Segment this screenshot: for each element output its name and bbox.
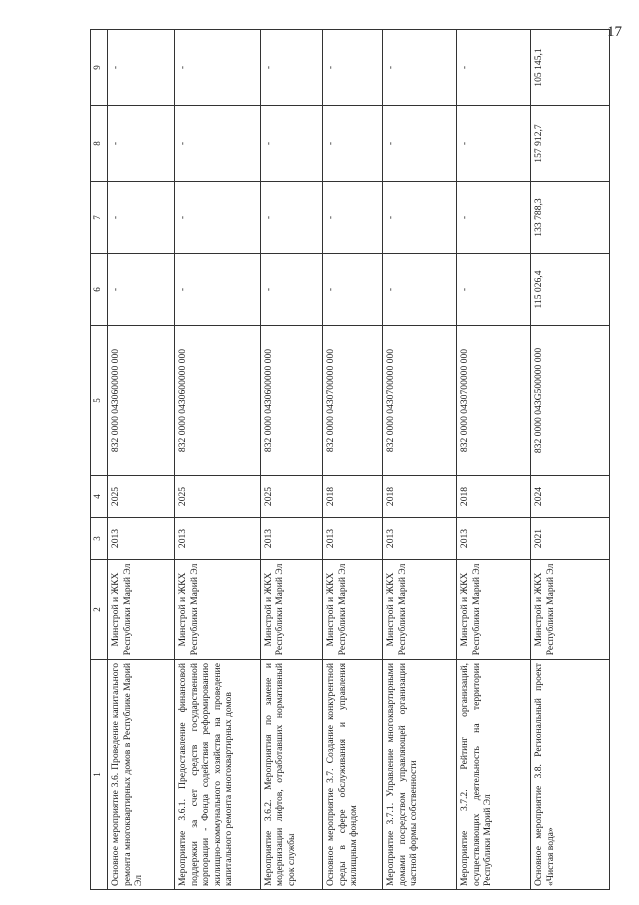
budget-code: 832 0000 0430600000 000 — [175, 326, 260, 476]
value-col8: - — [323, 106, 383, 182]
executor: Минстрой и ЖКХ Республики Марий Эл — [260, 560, 323, 660]
value-col7: - — [383, 182, 457, 254]
page-number: 17 — [607, 24, 622, 40]
end-year: 2018 — [383, 476, 457, 518]
end-year: 2018 — [457, 476, 531, 518]
activity-name: Мероприятие 3.7.1. Управление многоквартирными домами посредством управляющей организации частной формы собственности — [383, 660, 457, 890]
activity-name: Основное мероприятие 3.7. Создание конкурентной среды в сфере обслуживания и управления жилищным фондом — [323, 660, 383, 890]
value-col9: - — [383, 30, 457, 106]
table-row — [457, 30, 531, 890]
value-col6: - — [108, 254, 175, 326]
executor: Минстрой и ЖКХ Республики Марий Эл — [457, 560, 531, 660]
start-year: 2013 — [383, 518, 457, 560]
activity-name: Мероприятие 3.7.2. Рейтинг организаций, осуществляющих деятельность на территории Республики Марий Эл — [457, 660, 531, 890]
value-col9: - — [323, 30, 383, 106]
value-col6: - — [175, 254, 260, 326]
executor: Минстрой и ЖКХ Республики Марий Эл — [175, 560, 260, 660]
col-header-3: 3 — [91, 518, 108, 560]
start-year: 2013 — [323, 518, 383, 560]
executor: Минстрой и ЖКХ Республики Марий Эл — [531, 560, 610, 660]
start-year: 2013 — [457, 518, 531, 560]
value-col8: - — [175, 106, 260, 182]
table-row — [108, 30, 175, 890]
col-header-8: 8 — [91, 106, 108, 182]
col-header-1: 1 — [91, 660, 108, 890]
start-year: 2013 — [260, 518, 323, 560]
executor: Минстрой и ЖКХ Республики Марий Эл — [323, 560, 383, 660]
budget-code: 832 0000 043G500000 000 — [531, 326, 610, 476]
value-col8: - — [108, 106, 175, 182]
value-col7: - — [108, 182, 175, 254]
start-year: 2013 — [108, 518, 175, 560]
value-col7: - — [457, 182, 531, 254]
value-col7: - — [175, 182, 260, 254]
value-col7: - — [323, 182, 383, 254]
value-col7: - — [260, 182, 323, 254]
budget-code: 832 0000 0430700000 000 — [323, 326, 383, 476]
value-col6: - — [457, 254, 531, 326]
value-col6: - — [383, 254, 457, 326]
value-col9: - — [175, 30, 260, 106]
budget-code: 832 0000 0430600000 000 — [108, 326, 175, 476]
end-year: 2025 — [108, 476, 175, 518]
budget-code: 832 0000 0430700000 000 — [383, 326, 457, 476]
table-row — [260, 30, 323, 890]
program-table — [90, 29, 610, 890]
activity-name: Мероприятие 3.6.1. Предоставление финансовой поддержки за счет средств государственной корпорации - Фонда содействия реформированию жилищно-коммунального хозяйства на проведение капитального ремонта многоквартирных домов — [175, 660, 260, 890]
table-row — [383, 30, 457, 890]
value-col9: - — [457, 30, 531, 106]
header-row — [91, 30, 108, 890]
value-col8: 157 912,7 — [531, 106, 610, 182]
col-header-6: 6 — [91, 254, 108, 326]
value-col9: 105 145,1 — [531, 30, 610, 106]
end-year: 2025 — [260, 476, 323, 518]
value-col8: - — [457, 106, 531, 182]
rotated-table-container — [90, 30, 610, 890]
col-header-2: 2 — [91, 560, 108, 660]
table-row — [323, 30, 383, 890]
activity-name: Основное мероприятие 3.8. Региональный проект «Чистая вода» — [531, 660, 610, 890]
budget-code: 832 0000 0430700000 000 — [457, 326, 531, 476]
value-col6: - — [323, 254, 383, 326]
start-year: 2021 — [531, 518, 610, 560]
start-year: 2013 — [175, 518, 260, 560]
table-row — [175, 30, 260, 890]
end-year: 2018 — [323, 476, 383, 518]
col-header-5: 5 — [91, 326, 108, 476]
value-col6: 115 026,4 — [531, 254, 610, 326]
col-header-9: 9 — [91, 30, 108, 106]
executor: Минстрой и ЖКХ Республики Марий Эл — [108, 560, 175, 660]
table-row — [531, 30, 610, 890]
activity-name: Мероприятие 3.6.2. Мероприятия по замене и модернизации лифтов, отработавших нормативный срок службы — [260, 660, 323, 890]
value-col9: - — [108, 30, 175, 106]
value-col9: - — [260, 30, 323, 106]
budget-code: 832 0000 0430600000 000 — [260, 326, 323, 476]
col-header-7: 7 — [91, 182, 108, 254]
executor: Минстрой и ЖКХ Республики Марий Эл — [383, 560, 457, 660]
activity-name: Основное мероприятие 3.6. Проведение капитального ремонта многоквартирных домов в Республике Марий Эл — [108, 660, 175, 890]
value-col8: - — [383, 106, 457, 182]
end-year: 2025 — [175, 476, 260, 518]
col-header-4: 4 — [91, 476, 108, 518]
value-col6: - — [260, 254, 323, 326]
value-col8: - — [260, 106, 323, 182]
value-col7: 133 788,3 — [531, 182, 610, 254]
end-year: 2024 — [531, 476, 610, 518]
